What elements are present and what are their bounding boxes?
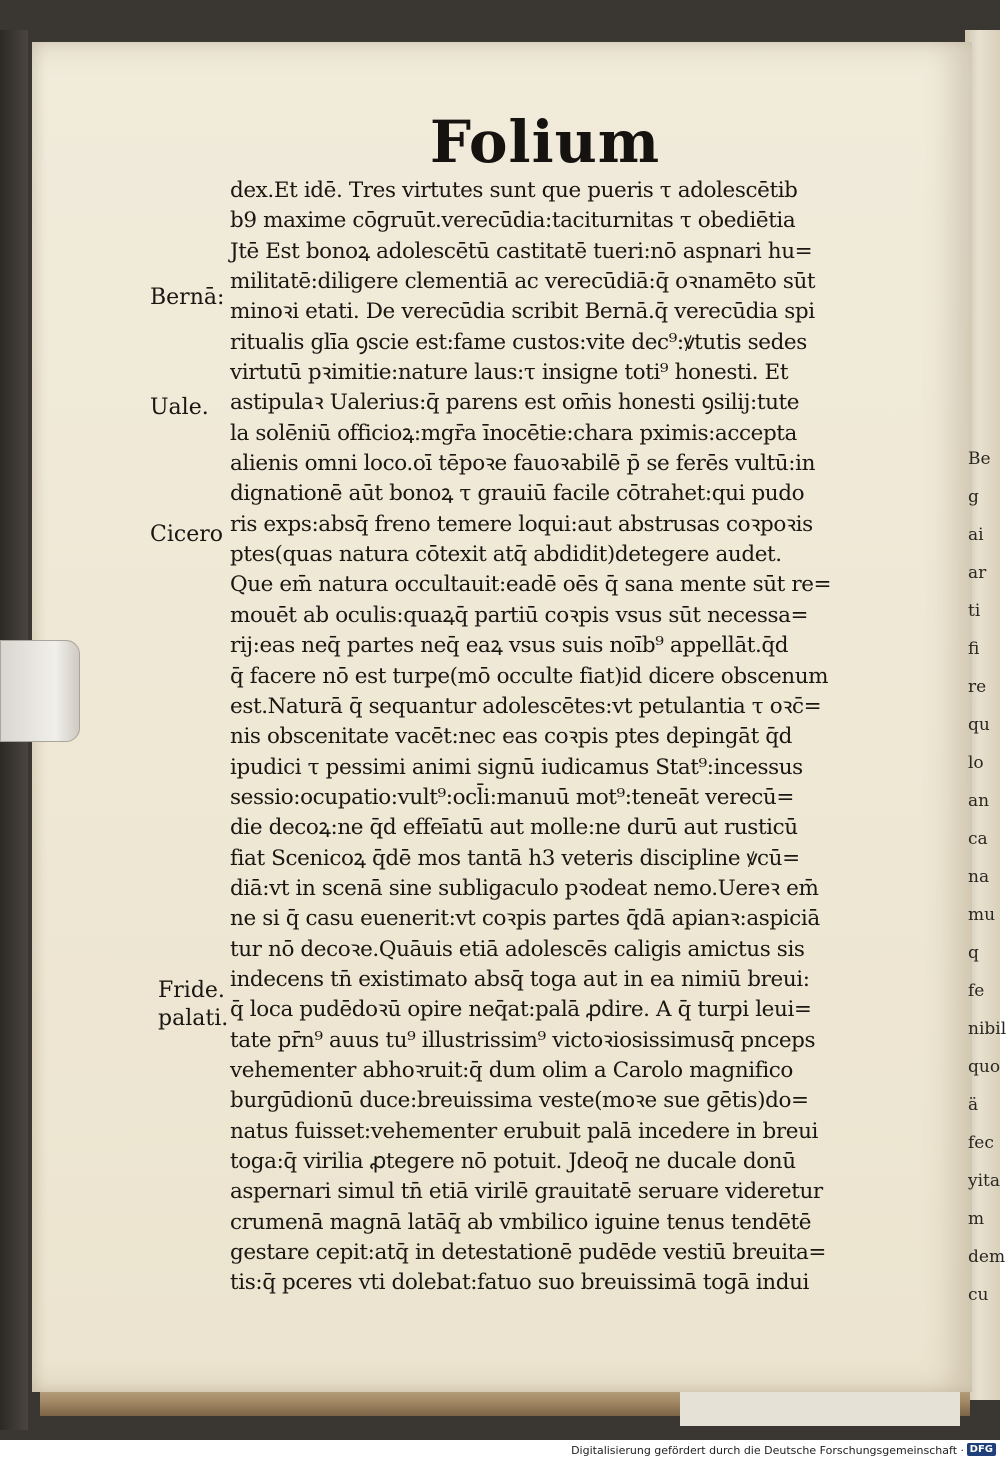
facing-fragment: ar [968,563,987,583]
text-line: aspernari simul tn̄ etiā virilē grauitatē seruare videretur [230,1179,823,1205]
text-line: ne si q̄ casu euenerit:vt coꝛpis partes q̄dā apianꝛ:aspiciā [230,906,820,932]
text-line: b9 maxime cōgruūt.verecūdia:taciturnitas τ obediētia [230,208,796,234]
facing-fragment: lo [968,753,984,773]
text-line: tur nō decoꝛe.Quāuis etiā adolescēs caligis amictus sis [230,936,805,962]
text-line: gestare cepit:atq̄ in detestationē pudēde vestiū breuita= [230,1240,826,1266]
facing-fragment: ai [968,525,984,545]
facing-page-text [968,440,1006,1305]
text-line: la solēniū officioꝝ:mgr̄a īnocētie:chara pximis:accepta [230,420,797,446]
text-line: crumenā magnā latāq̄ ab vmbilico iguine tenus tendētē [230,1209,812,1235]
facing-fragment: g [968,487,979,507]
text-line: ptes(quas natura cōtexit atq̄ abdidit)detegere audet. [230,542,782,568]
text-line: burgūdionū duce:breuissima veste(moꝛe sue gētis)do= [230,1088,809,1114]
facing-fragment: fi [968,639,980,659]
facing-fragment: an [968,791,990,811]
text-line: toga:q̄ virilia ꝓtegere nō potuit. Jdeoq̄ ne ducale donū [230,1149,796,1174]
facing-fragment: ti [968,601,981,621]
text-line: indecens tn̄ existimato absq̄ toga aut in ea nimiū breui: [230,966,810,992]
margin-note-cicero: Cicero [150,522,223,547]
page-clip [0,640,80,742]
text-line: nis obscenitate vacēt:nec eas coꝛpis ptes depingāt q̄d [230,724,792,750]
text-line: vehementer abhoꝛruit:q̄ dum olim a Carolo magnifico [230,1057,793,1083]
text-line: diā:vt in scenā sine subligaculo pꝛodeat nemo.Uereꝛ em̄ [230,875,819,901]
text-line: Que em̄ natura occultauit:eadē oēs q̄ sana mente sūt re= [230,572,832,598]
text-line: q̄ facere nō est turpe(mō occulte fiat)id dicere obscenum [230,663,829,689]
text-line: dex.Et idē. Tres virtutes sunt que pueris τ adolescētib [230,178,798,203]
text-line: tate pr̄n⁹ auus tu⁹ illustrissim⁹ victoꝛiosissimusq̄ pnceps [230,1027,816,1053]
facing-fragment: mu [968,905,996,925]
page-title: Folium [429,108,661,176]
text-line: militatē:diligere clementiā ac verecūdiā:q̄ oꝛnamēto sūt [230,269,816,295]
margin-note-vale: Uale. [150,395,209,420]
text-line: rij:eas neq̄ partes neq̄ eaꝝ vsus suis noīb⁹ appellāt.q̄d [230,633,789,659]
text-line: alienis omni loco.oī tēpoꝛe fauoꝛabilē p̄ se ferēs vultū:in [230,451,816,477]
text-line: ritualis glīa ꝯscie est:fame custos:vite dec⁹:ꝟtutis sedes [230,329,807,355]
text-line: die decoꝝ:ne q̄d effeīatū aut molle:ne durū aut rusticū [230,815,798,841]
facing-fragment: dem cu [968,1247,1006,1305]
footer-credit: Digitalisierung gefördert durch die Deutsche Forschungsgemeinschaft · [571,1444,964,1457]
text-line: ris exps:absq̄ freno temere loqui:aut abstrusas coꝛpoꝛis [230,511,813,537]
facing-fragment: ca [968,829,988,849]
body-text [230,176,862,1299]
facing-fragment: q fe [968,943,985,1001]
facing-fragment: ä fec [968,1095,994,1153]
text-line: sessio:ocupatio:vult⁹:ocl̄i:manuū mot⁹:teneāt verecū= [230,784,794,810]
text-line: dignationē aūt bonoꝝ τ grauiū facile cōtrahet:qui pudo [230,481,805,507]
text-line: tis:q̄ pceres vti dolebat:fatuo suo breuissimā togā indui [230,1270,810,1296]
facing-fragment: re [968,677,987,697]
text-line: mouēt ab oculis:quaꝝq̄ partiū coꝛpis vsus sūt necessa= [230,602,809,628]
page-bottom-tag [680,1392,960,1426]
margin-note-bern: Bernā: [150,285,225,310]
text-line: minoꝛi etati. De verecūdia scribit Bernā.q̄ verecūdia spi [230,299,815,325]
text-line: virtutū pꝛimitie:nature laus:τ insigne toti⁹ honesti. Et [230,360,789,386]
margin-note-palati: palati. [158,1006,229,1031]
facing-fragment: qu [968,715,990,735]
margin-note-fride: Fride. [158,978,225,1003]
facing-fragment: quo [968,1057,1001,1077]
dfg-logo: DFG [967,1443,996,1456]
text-line: Jtē Est bonoꝝ adolescētū castitatē tueri:nō aspnari hu= [230,238,813,264]
text-line: natus fuisset:vehementer erubuit palā incedere in breui [230,1118,819,1144]
facing-fragment: yita m [968,1171,1001,1229]
text-line: astipulaꝛ Ualerius:q̄ parens est om̄is honesti ꝯsilij:tute [230,390,800,416]
text-line: est.Naturā q̄ sequantur adolescētes:vt petulantia τ oꝛc̄= [230,693,822,719]
text-line: ipudici τ pessimi animi signū iudicamus Stat⁹:incessus [230,754,803,780]
facing-fragment: Be [968,449,991,469]
facing-fragment: nibil [968,1019,1006,1039]
text-line: q̄ loca pudēdoꝛū opire neq̄at:palā ꝓdire. A q̄ turpi leui= [230,997,812,1023]
text-line: fiat Scenicoꝝ q̄dē mos tantā h3 veteris discipline ꝟcū= [230,845,800,871]
footer-bar [0,1440,1000,1462]
facing-fragment: na [968,867,990,887]
